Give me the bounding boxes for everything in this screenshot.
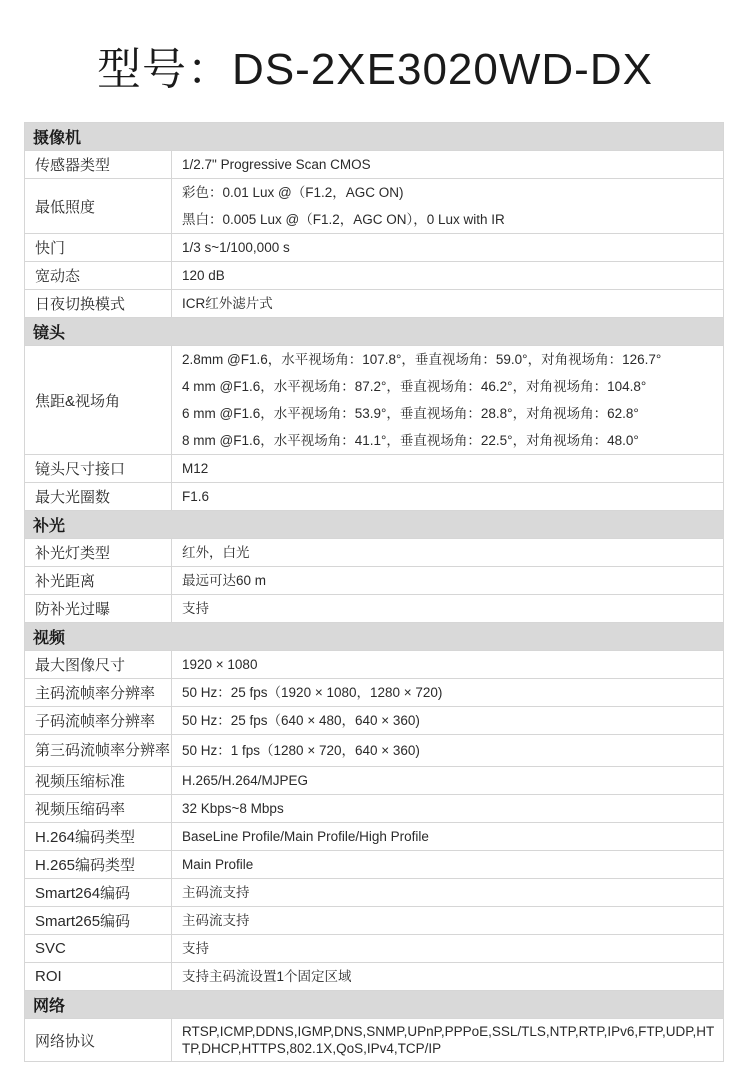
- table-row: [25, 795, 724, 823]
- section-header-video: [25, 623, 724, 651]
- section-header-network: [25, 991, 724, 1019]
- spec-key: 视频压缩标准: [25, 767, 172, 795]
- spec-key: 第三码流帧率分辨率: [25, 735, 172, 767]
- spec-value: 支持: [172, 595, 724, 623]
- table-row: [25, 179, 724, 234]
- table-row: [25, 1019, 724, 1062]
- table-row: [25, 963, 724, 991]
- table-row: [25, 290, 724, 318]
- spec-key: Smart265编码: [25, 907, 172, 935]
- spec-value: 红外，白光: [172, 539, 724, 567]
- table-row: [25, 823, 724, 851]
- table-row: [25, 935, 724, 963]
- spec-value: 32 Kbps~8 Mbps: [172, 795, 724, 823]
- spec-key: 补光距离: [25, 567, 172, 595]
- table-row: [25, 455, 724, 483]
- spec-value: 支持: [172, 935, 724, 963]
- spec-value: 1/2.7" Progressive Scan CMOS: [172, 151, 724, 179]
- spec-value: 主码流支持: [172, 907, 724, 935]
- page-title: 型号：DS-2XE3020WD-DX: [97, 45, 653, 94]
- spec-value: ICR红外滤片式: [172, 290, 724, 318]
- spec-value: 120 dB: [172, 262, 724, 290]
- spec-key: 主码流帧率分辨率: [25, 679, 172, 707]
- spec-key: ROI: [25, 963, 172, 991]
- spec-value: RTSP,ICMP,DDNS,IGMP,DNS,SNMP,UPnP,PPPoE,SSL/TLS,NTP,RTP,IPv6,FTP,UDP,HTTP,DHCP,HTTPS,802.1X,QoS,IPv4,TCP/IP: [172, 1019, 724, 1062]
- spec-value: BaseLine Profile/Main Profile/High Profile: [172, 823, 724, 851]
- table-row: [25, 907, 724, 935]
- spec-value: 50 Hz：25 fps（1920 × 1080，1280 × 720): [172, 679, 724, 707]
- section-header-lens: [25, 318, 724, 346]
- spec-value: 1/3 s~1/100,000 s: [172, 234, 724, 262]
- spec-value: 50 Hz：1 fps（1280 × 720，640 × 360): [172, 735, 724, 767]
- spec-table: [24, 122, 724, 1062]
- spec-value: 最远可达60 m: [172, 567, 724, 595]
- table-row: [25, 879, 724, 907]
- spec-key: 网络协议: [25, 1019, 172, 1062]
- spec-value: 支持主码流设置1个固定区域: [172, 963, 724, 991]
- table-row: [25, 539, 724, 567]
- table-row: [25, 651, 724, 679]
- section-title: 摄像机: [25, 123, 724, 151]
- section-title: 镜头: [25, 318, 724, 346]
- table-row: [25, 567, 724, 595]
- spec-value: 2.8mm @F1.6，水平视场角：107.8°，垂直视场角：59.0°，对角视场角：126.7° 4 mm @F1.6，水平视场角：87.2°，垂直视场角：46.2°，对角视场角：104.8° 6 mm @F1.6，水平视场角：53.9°，垂直视场角：28.8°，对角视场角：62.8° 8 mm @F1.6，水平视场角：41.1°，垂直视场角：22.5°，对角视场角：48.0°: [172, 346, 724, 455]
- spec-key: SVC: [25, 935, 172, 963]
- table-row: [25, 679, 724, 707]
- section-title: 网络: [25, 991, 724, 1019]
- spec-key: 视频压缩码率: [25, 795, 172, 823]
- spec-key: 宽动态: [25, 262, 172, 290]
- section-header-camera: [25, 123, 724, 151]
- table-row: [25, 767, 724, 795]
- spec-key: 最大图像尺寸: [25, 651, 172, 679]
- spec-value: 主码流支持: [172, 879, 724, 907]
- table-row: [25, 851, 724, 879]
- table-row: [25, 234, 724, 262]
- spec-value: H.265/H.264/MJPEG: [172, 767, 724, 795]
- spec-key: 最低照度: [25, 179, 172, 234]
- spec-key: 传感器类型: [25, 151, 172, 179]
- spec-key: 快门: [25, 234, 172, 262]
- spec-key: H.265编码类型: [25, 851, 172, 879]
- spec-key: 子码流帧率分辨率: [25, 707, 172, 735]
- table-row: [25, 262, 724, 290]
- spec-key: 补光灯类型: [25, 539, 172, 567]
- spec-value: F1.6: [172, 483, 724, 511]
- spec-value: 1920 × 1080: [172, 651, 724, 679]
- section-title: 补光: [25, 511, 724, 539]
- table-row: [25, 735, 724, 767]
- table-row: [25, 151, 724, 179]
- spec-key: H.264编码类型: [25, 823, 172, 851]
- spec-value: 50 Hz：25 fps（640 × 480，640 × 360): [172, 707, 724, 735]
- table-row: [25, 707, 724, 735]
- spec-key: 防补光过曝: [25, 595, 172, 623]
- table-row: [25, 483, 724, 511]
- spec-key: 镜头尺寸接口: [25, 455, 172, 483]
- spec-key: Smart264编码: [25, 879, 172, 907]
- table-row: [25, 595, 724, 623]
- spec-value: 彩色：0.01 Lux @（F1.2，AGC ON) 黑白：0.005 Lux @（F1.2，AGC ON），0 Lux with IR: [172, 179, 724, 234]
- section-title: 视频: [25, 623, 724, 651]
- spec-key: 日夜切换模式: [25, 290, 172, 318]
- spec-key: 焦距&视场角: [25, 346, 172, 455]
- spec-value: Main Profile: [172, 851, 724, 879]
- spec-value: M12: [172, 455, 724, 483]
- table-row: [25, 346, 724, 455]
- spec-key: 最大光圈数: [25, 483, 172, 511]
- section-header-supplement-light: [25, 511, 724, 539]
